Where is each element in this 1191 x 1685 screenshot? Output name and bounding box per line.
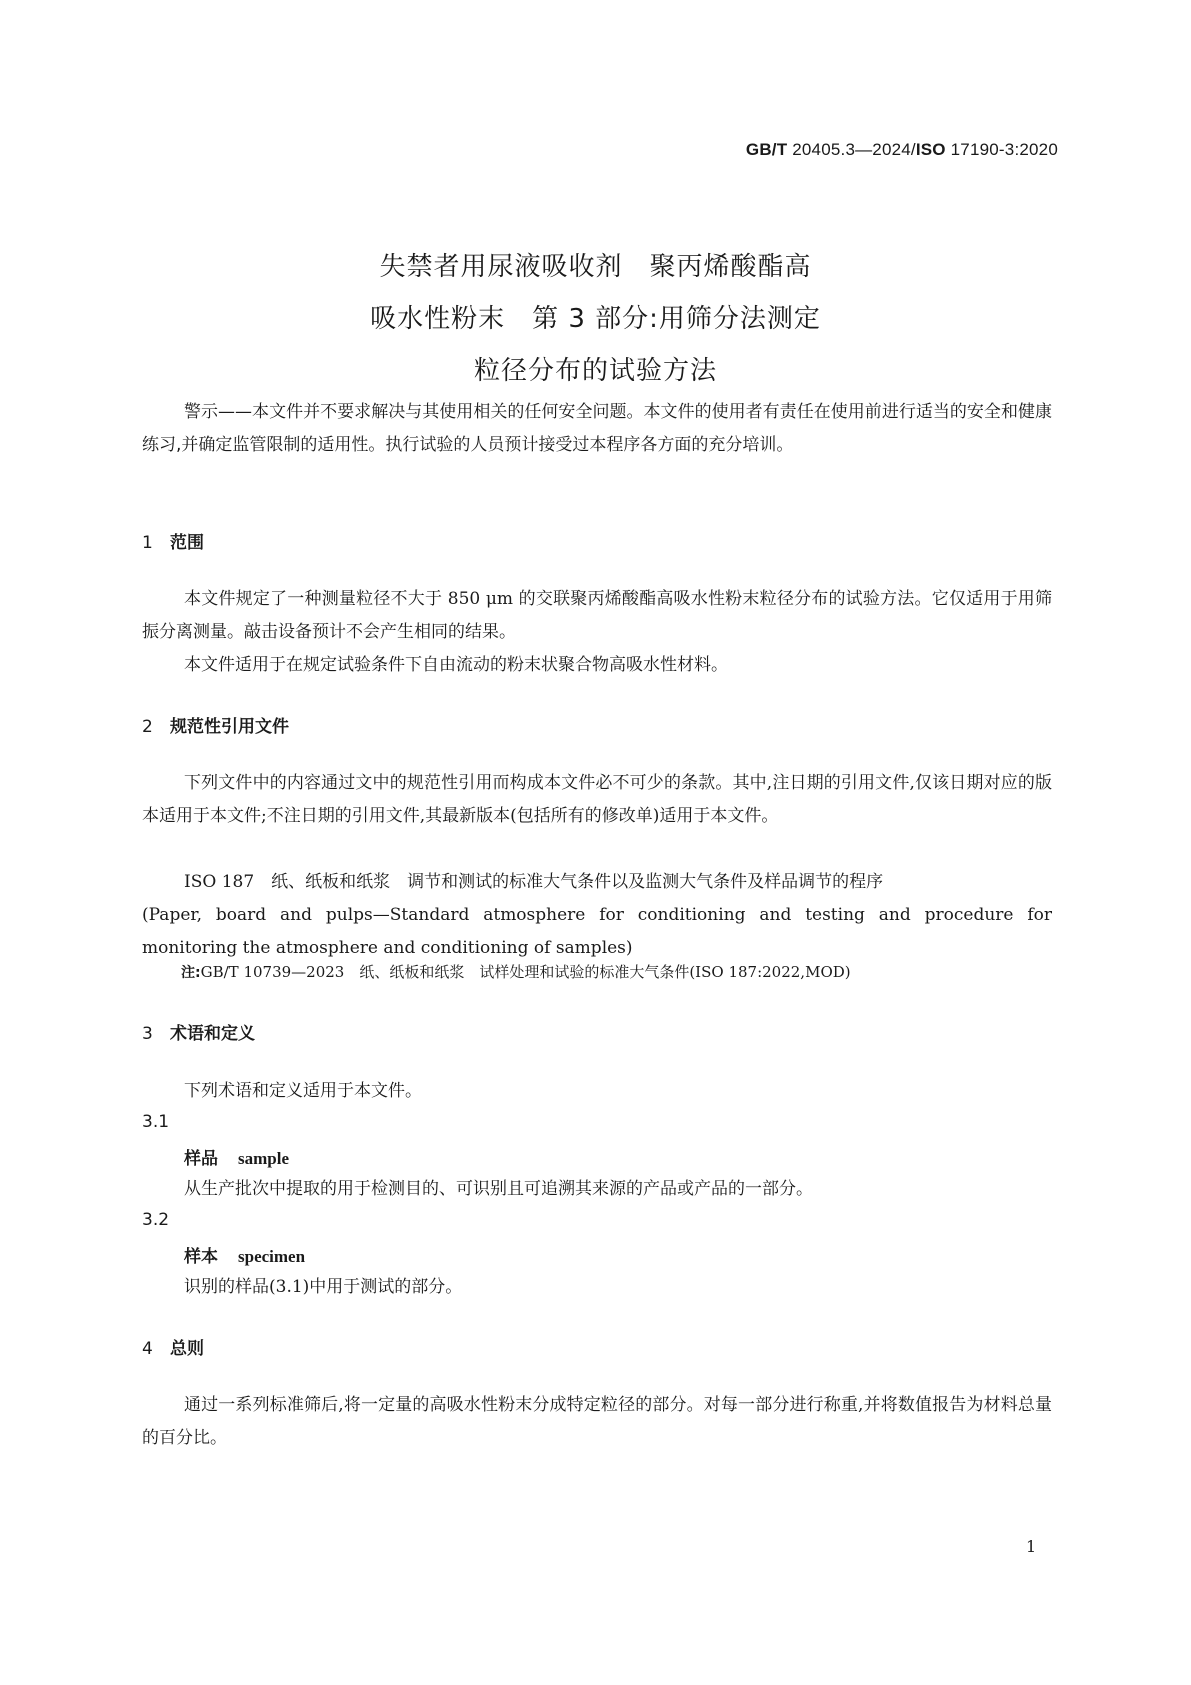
- note-text: GB/T 10739—2023 纸、纸板和纸浆 试样处理和试验的标准大气条件(ISO 187:2022,MOD): [200, 963, 851, 981]
- section-1-title: 范围: [170, 533, 204, 553]
- term-3-2-name: [184, 1242, 1094, 1267]
- reference-note: [181, 961, 1051, 982]
- term-3-1-definition: 从生产批次中提取的用于检测目的、可识别且可追溯其来源的产品或产品的一部分。: [184, 1179, 813, 1199]
- term-3-1-number: 3.1: [142, 1112, 170, 1132]
- standard-code-prefix: GB/T: [745, 140, 788, 159]
- warning-paragraph: 警示——本文件并不要求解决与其使用相关的任何安全问题。本文件的使用者有责任在使用前进行适当的安全和健康练习,并确定监管限制的适用性。执行试验的人员预计接受过本程序各方面的充分培训。: [142, 402, 1052, 455]
- section-3-intro: 下列术语和定义适用于本文件。: [184, 1081, 422, 1101]
- standard-code-iso-number: 17190-3:2020: [945, 140, 1058, 159]
- term-3-2-cn: 样本: [184, 1247, 218, 1267]
- standard-code: [746, 140, 1058, 160]
- term-3-1-cn: 样品: [184, 1149, 218, 1169]
- standard-code-iso: ISO: [915, 140, 946, 159]
- term-3-1-name: [184, 1144, 1094, 1169]
- section-2-para-1: 下列文件中的内容通过文中的规范性引用而构成本文件必不可少的条款。其中,注日期的引用文件,仅该日期对应的版本适用于本文件;不注日期的引用文件,其最新版本(包括所有的修改单)适用于本文件。: [142, 773, 1052, 826]
- section-1-number: 1: [142, 533, 153, 553]
- section-4-para-1: 通过一系列标准筛后,将一定量的高吸水性粉末分成特定粒径的部分。对每一部分进行称重,并将数值报告为材料总量的百分比。: [142, 1395, 1052, 1448]
- section-4-heading: [142, 1334, 1052, 1359]
- section-2-title: 规范性引用文件: [170, 717, 289, 737]
- term-3-1-en: sample: [238, 1149, 289, 1168]
- section-1-heading: [142, 528, 1052, 553]
- term-3-2-definition: 识别的样品(3.1)中用于测试的部分。: [184, 1277, 463, 1297]
- title-line-3: 粒径分布的试验方法: [473, 356, 717, 386]
- page-number: 1: [1026, 1537, 1037, 1556]
- title-line-2: 吸水性粉末 第 3 部分:用筛分法测定: [370, 304, 821, 334]
- section-1-para-2: 本文件适用于在规定试验条件下自由流动的粉末状聚合物高吸水性材料。: [184, 655, 728, 675]
- reference-iso-187-en: (Paper, board and pulps—Standard atmosphere for conditioning and testing and procedure for monitoring the atmosphere and conditioning of samples): [142, 905, 1052, 958]
- section-1-para-1: 本文件规定了一种测量粒径不大于 850 μm 的交联聚丙烯酸酯高吸水性粉末粒径分布的试验方法。它仅适用于用筛振分离测量。敲击设备预计不会产生相同的结果。: [142, 589, 1052, 642]
- term-3-2-en: specimen: [238, 1247, 306, 1266]
- title-line-1: 失禁者用尿液吸收剂 聚丙烯酸酯高: [379, 252, 812, 282]
- document-title: [0, 241, 1191, 397]
- section-3-number: 3: [142, 1024, 153, 1044]
- section-2-number: 2: [142, 717, 153, 737]
- section-2-heading: [142, 712, 1052, 737]
- standard-code-number: 20405.3—2024/: [787, 140, 916, 159]
- term-3-2-number: 3.2: [142, 1210, 170, 1230]
- note-label: 注:: [181, 965, 201, 981]
- section-4-number: 4: [142, 1339, 153, 1359]
- section-3-title: 术语和定义: [170, 1024, 255, 1044]
- reference-iso-187-cn: ISO 187 纸、纸板和纸浆 调节和测试的标准大气条件以及监测大气条件及样品调节的程序: [184, 872, 884, 892]
- section-4-title: 总则: [170, 1339, 204, 1359]
- section-3-heading: [142, 1019, 1052, 1044]
